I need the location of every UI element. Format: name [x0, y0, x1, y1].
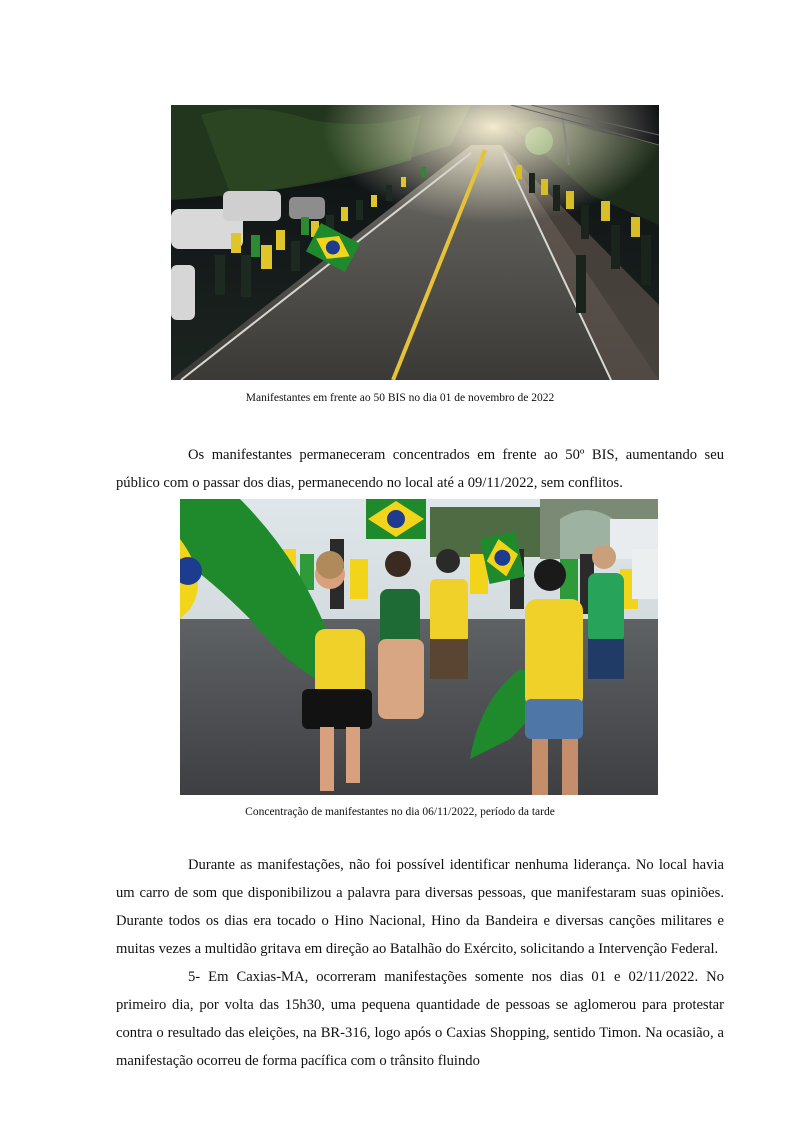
- paragraph-text: Os manifestantes permaneceram concentrados em frente ao 50º BIS, aumentando seu público com o passar dos dias, permanecendo no local até a 09/11/2022, sem conflitos.: [116, 447, 724, 491]
- paragraph-text: Durante as manifestações, não foi possível identificar nenhuma liderança. No local havia um carro de som que disponibilizou a palavra para diversas pessoas, que manifestaram suas opiniões. Durante todos os dias era tocado o Hino Nacional, Hino da Bandeira e diversas canções militares e muitas vezes a multidão gritava em direção ao Batalhão do Exército, solicitando a Intervenção Federal.: [116, 857, 724, 957]
- paragraph: [116, 851, 724, 963]
- afternoon-crowd-with-flags-photo: [180, 499, 658, 795]
- paragraph-text: 5- Em Caxias-MA, ocorreram manifestações somente nos dias 01 e 02/11/2022. No primeiro dia, por volta das 15h30, uma pequena quantidade de pessoas se aglomerou para protestar contra o resultado das eleições, na BR-316, logo após o Caxias Shopping, sentido Timon. Na ocasião, a manifestação ocorreu de forma pacífica com o trânsito fluindo: [116, 969, 724, 1069]
- figure-caption: Manifestantes em frente ao 50 BIS no dia 01 de novembro de 2022: [245, 392, 555, 404]
- figure-caption: Concentração de manifestantes no dia 06/11/2022, período da tarde: [245, 806, 555, 818]
- paragraph: [116, 441, 724, 497]
- night-street-protest-photo: [171, 105, 659, 380]
- paragraph: [116, 963, 724, 1075]
